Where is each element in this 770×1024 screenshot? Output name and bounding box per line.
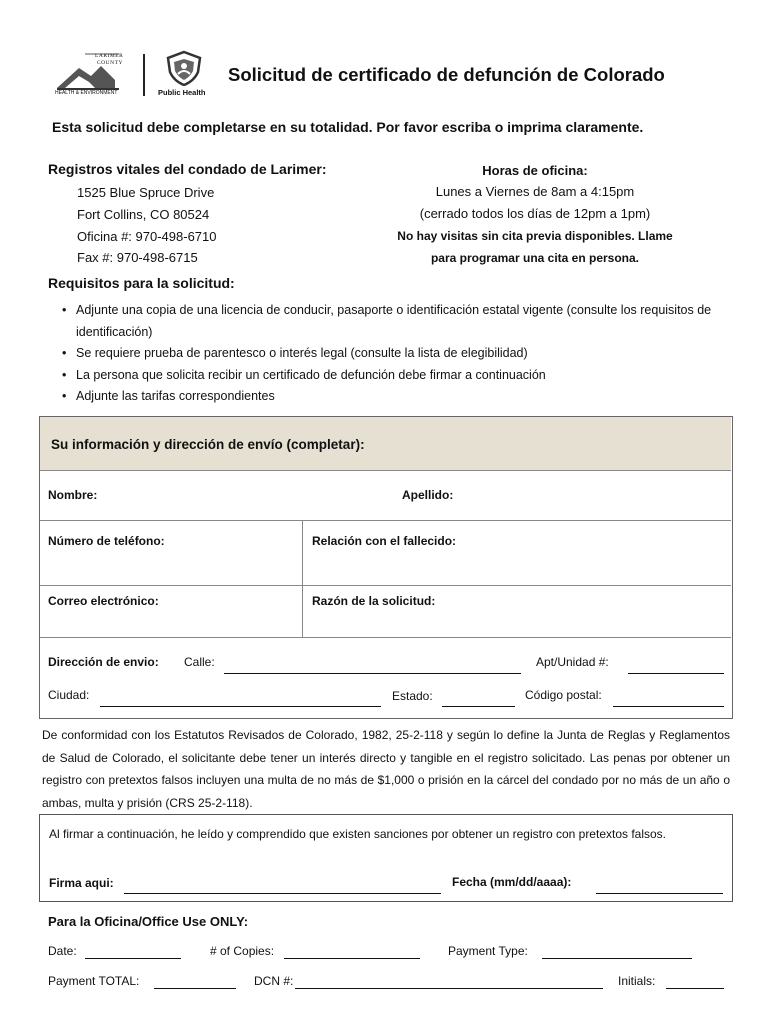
logo-county-top: LARIMER bbox=[95, 53, 124, 59]
office-date-line[interactable] bbox=[85, 958, 181, 959]
logo-county-bottom: COUNTY bbox=[97, 60, 123, 66]
copies-label: # of Copies: bbox=[210, 944, 275, 958]
email-field[interactable] bbox=[44, 609, 296, 633]
reason-field[interactable] bbox=[308, 609, 726, 633]
zip-input-line[interactable] bbox=[613, 706, 724, 707]
payment-type-line[interactable] bbox=[542, 958, 692, 959]
applicant-form bbox=[39, 416, 733, 719]
office-heading: Registros vitales del condado de Larimer: bbox=[48, 161, 327, 177]
dcn-line[interactable] bbox=[295, 988, 603, 989]
larimer-county-logo bbox=[55, 50, 137, 98]
requirement-item: • Adjunte las tarifas correspondientes bbox=[62, 386, 722, 408]
reason-label: Razón de la solicitud: bbox=[312, 594, 436, 608]
city-input-line[interactable] bbox=[100, 706, 381, 707]
form-section-title: Su información y dirección de envío (completar): bbox=[51, 437, 365, 452]
first-name-field[interactable] bbox=[110, 475, 390, 515]
hours-block bbox=[360, 161, 710, 269]
payment-total-label: Payment TOTAL: bbox=[48, 974, 140, 988]
signature-box bbox=[39, 814, 733, 902]
row-divider bbox=[40, 637, 731, 638]
legal-statement: De conformidad con los Estatutos Revisados de Colorado, 1982, 25-2-118 y según lo define la Junta de Reglas y Reglamentos de Salud de Colorado, el solicitante debe tener un interés directo y tangible en el registro solicitado. Las penas por obtener un registro con pretextos falsos incluyen una multa de no más de $1,000 o prisión en la cárcel del condado por no más de un año o ambas, multa y prisión (CRS 25-2-118). bbox=[42, 728, 730, 810]
requirement-item: • La persona que solicita recibir un certificado de defunción debe firmar a continuación bbox=[62, 365, 722, 387]
office-address2: Fort Collins, CO 80524 bbox=[77, 207, 210, 222]
street-input-line[interactable] bbox=[224, 673, 521, 674]
column-divider bbox=[302, 520, 303, 637]
signature-input-line[interactable] bbox=[124, 893, 441, 894]
street-label: Calle: bbox=[184, 655, 215, 669]
date-label: Fecha (mm/dd/aaaa): bbox=[452, 875, 572, 889]
page-title: Solicitud de certificado de defunción de Colorado bbox=[228, 64, 665, 85]
office-use-heading: Para la Oficina/Office Use ONLY: bbox=[48, 914, 249, 929]
hours-line3: No hay visitas sin cita previa disponibles. Llame bbox=[397, 229, 673, 243]
requirements-heading: Requisitos para la solicitud: bbox=[48, 275, 235, 291]
apt-label: Apt/Unidad #: bbox=[536, 655, 609, 669]
shield-icon bbox=[164, 50, 204, 86]
payment-total-line[interactable] bbox=[154, 988, 236, 989]
requirements-list bbox=[62, 300, 722, 408]
last-name-label: Apellido: bbox=[402, 488, 454, 502]
date-input-line[interactable] bbox=[596, 893, 723, 894]
row-divider bbox=[40, 520, 731, 521]
dcn-label: DCN #: bbox=[254, 974, 294, 988]
completion-notice: Esta solicitud debe completarse en su totalidad. Por favor escriba o imprima claramente. bbox=[52, 119, 644, 135]
hours-line1: Lunes a Viernes de 8am a 4:15pm bbox=[435, 184, 635, 199]
signature-label: Firma aqui: bbox=[49, 876, 114, 890]
requirement-item: • Adjunte una copia de una licencia de conducir, pasaporte o identificación estatal vigente (consulte los requisitos de identificación) bbox=[62, 300, 722, 343]
payment-type-label: Payment Type: bbox=[448, 944, 528, 958]
office-fax: Fax #: 970-498-6715 bbox=[77, 250, 198, 265]
initials-line[interactable] bbox=[666, 988, 724, 989]
signature-statement: Al firmar a continuación, he leído y comprendido que existen sanciones por obtener un registro con pretextos falsos. bbox=[49, 827, 667, 841]
phone-label: Número de teléfono: bbox=[48, 534, 165, 548]
hours-line4: para programar una cita en persona. bbox=[430, 251, 640, 265]
logo-dept: HEALTH & ENVIRONMENT bbox=[55, 90, 118, 96]
public-health-logo bbox=[160, 50, 212, 98]
relation-field[interactable] bbox=[308, 549, 726, 581]
apt-input-line[interactable] bbox=[628, 673, 724, 674]
logo-public-health: Public Health bbox=[158, 88, 206, 97]
first-name-label: Nombre: bbox=[48, 488, 98, 502]
phone-field[interactable] bbox=[44, 549, 296, 581]
zip-label: Código postal: bbox=[525, 688, 602, 702]
last-name-field[interactable] bbox=[470, 475, 725, 515]
relation-label: Relación con el fallecido: bbox=[312, 534, 457, 548]
hours-line2: (cerrado todos los días de 12pm a 1pm) bbox=[419, 206, 651, 221]
form-section-header bbox=[40, 417, 731, 471]
requirement-item: • Se requiere prueba de parentesco o interés legal (consulte la lista de elegibilidad) bbox=[62, 343, 722, 365]
email-label: Correo electrónico: bbox=[48, 594, 159, 608]
office-date-label: Date: bbox=[48, 944, 77, 958]
office-address1: 1525 Blue Spruce Drive bbox=[77, 185, 215, 200]
logo-divider bbox=[143, 54, 145, 96]
hours-heading: Horas de oficina: bbox=[482, 163, 588, 178]
state-input-line[interactable] bbox=[442, 706, 515, 707]
initials-label: Initials: bbox=[618, 974, 656, 988]
shipping-label: Dirección de envio: bbox=[48, 655, 159, 669]
copies-line[interactable] bbox=[284, 958, 420, 959]
row-divider bbox=[40, 585, 731, 586]
office-phone: Oficina #: 970-498-6710 bbox=[77, 229, 217, 244]
state-label: Estado: bbox=[392, 689, 433, 703]
city-label: Ciudad: bbox=[48, 688, 90, 702]
